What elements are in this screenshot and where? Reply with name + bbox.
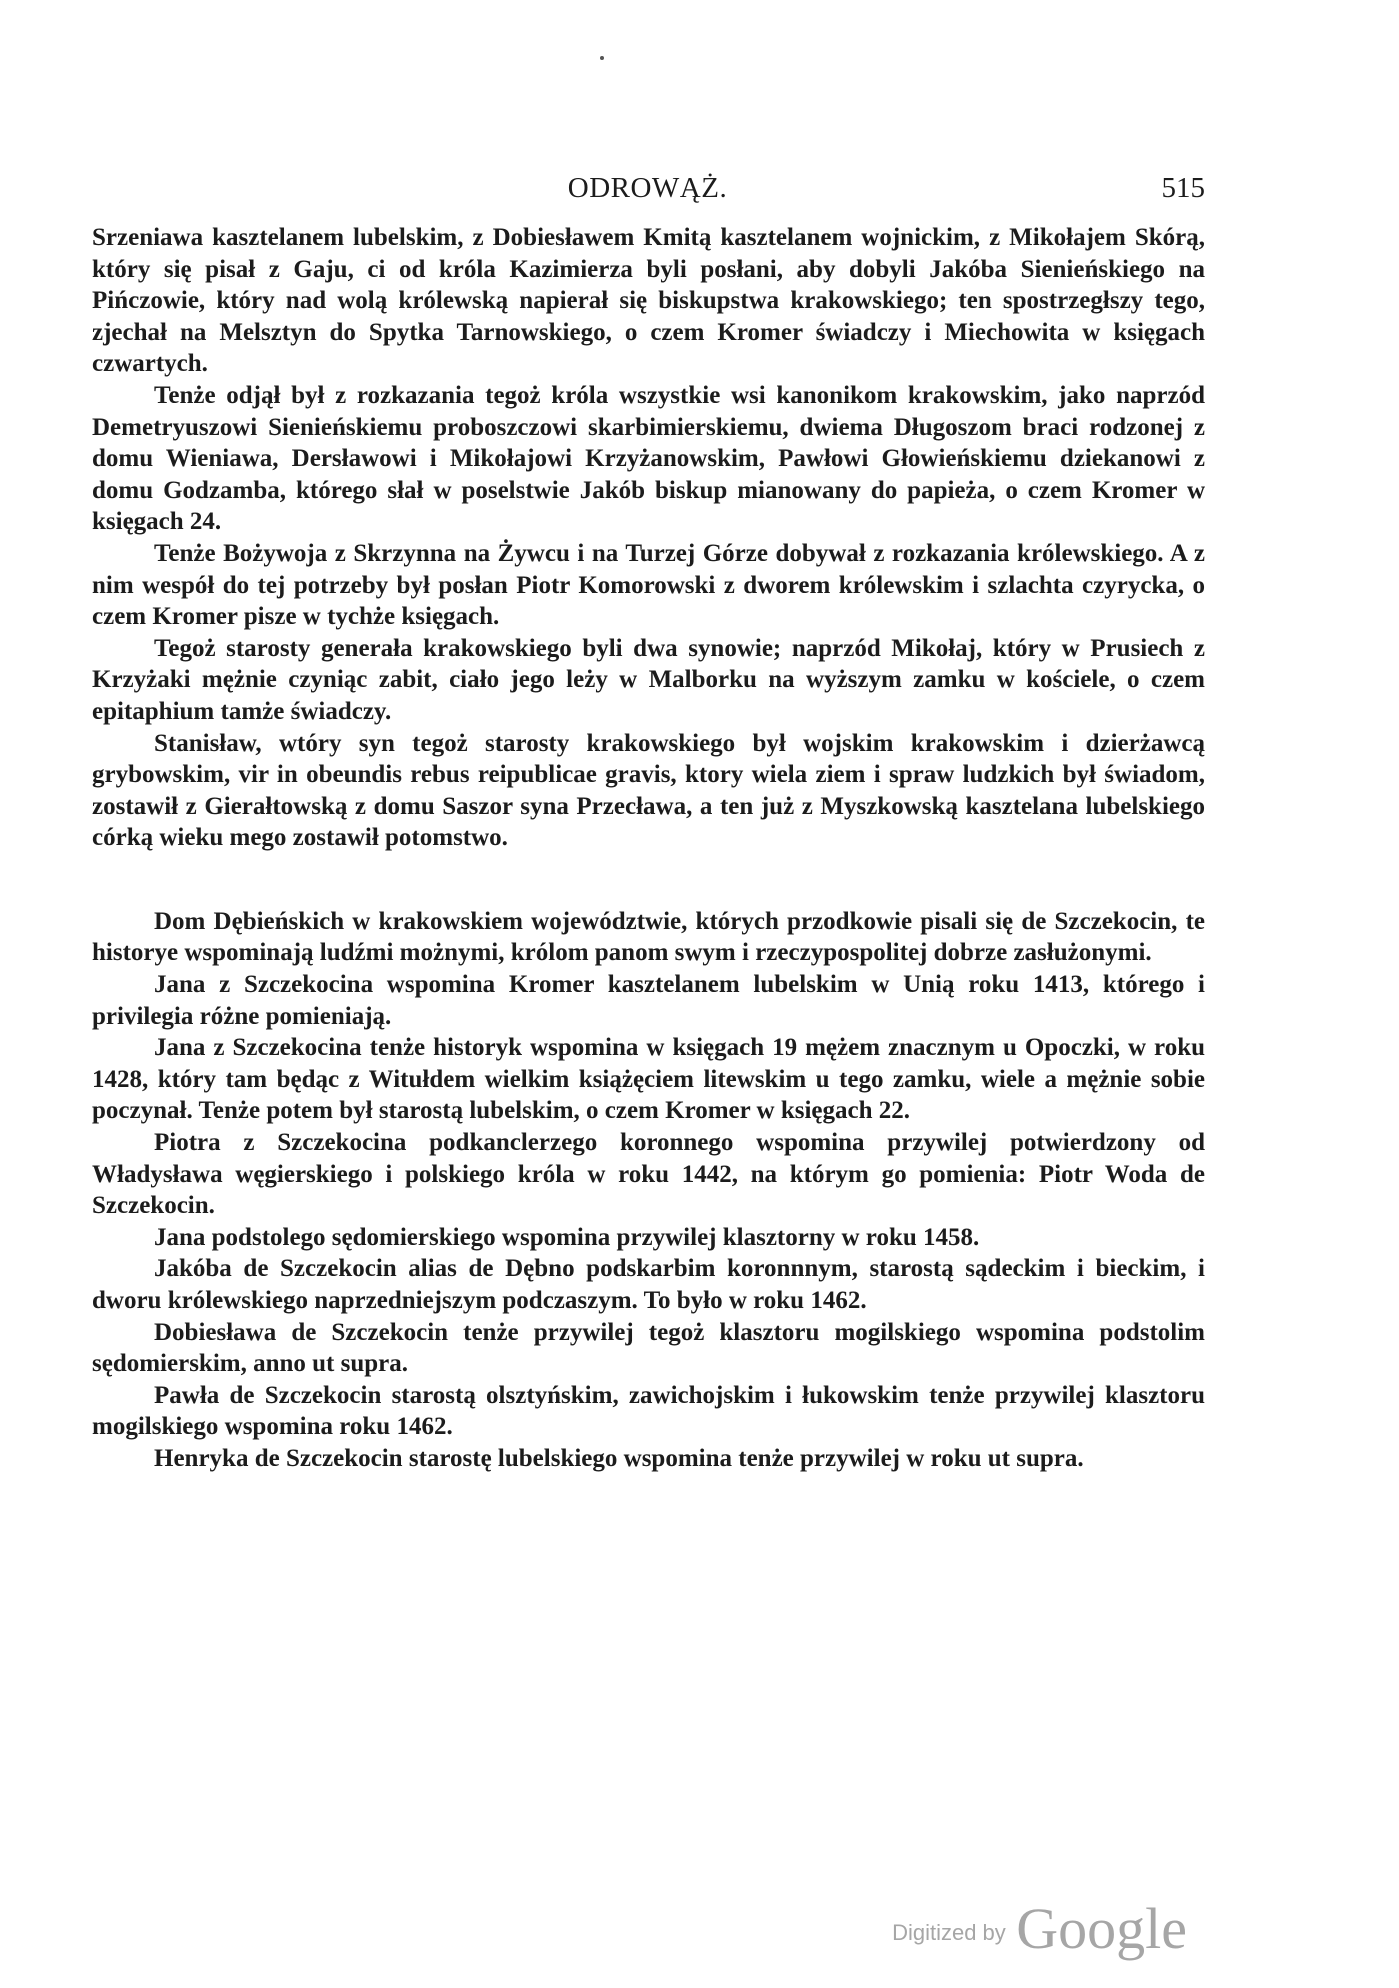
paragraph: Piotra z Szczekocina podkanclerzego koronnego wspomina przywilej potwierdzony od Władysława węgierskiego i polskiego króla w roku 1442, na którym go pomienia: Piotr Woda de Szczekocin. — [92, 1129, 1205, 1220]
paragraph: Dom Dębieńskich w krakowskiem województwie, których przodkowie pisali się de Szczekocin, te historye wspominają ludźmi możnymi, królom panom swym i rzeczypospolitej dobrze zasłużonymi. — [92, 907, 1205, 967]
paragraph: Dobiesława de Szczekocin tenże przywilej tegoż klasztoru mogilskiego wspomina podstolim sędomierskim, anno ut supra. — [92, 1318, 1205, 1378]
print-speck — [600, 56, 604, 60]
paragraph: Stanisław, wtóry syn tegoż starosty krakowskiego był wojskim krakowskim i dzierżawcą grybowskim, vir in obeundis rebus reipublicae gravis, ktory wiela ziem i spraw ludzkich był świadom, zostawił z Gierałtowską z domu Saszor syna Przecława, a ten już z Myszkowską kasztelana lubelskiego córką wieku mego zostawił potomstwo. — [92, 729, 1205, 852]
paragraph: Srzeniawa kasztelanem lubelskim, z Dobiesławem Kmitą kasztelanem wojnickim, z Mikołajem Skórą, który się pisał z Gaju, ci od króla Kazimierza byli posłani, aby dobyli Jakóba Sienieńskiego na Pińczowie, który nad wolą królewską napierał się biskupstwa krakowskiego; ten spostrzegłszy tego, zjechał na Melsztyn do Spytka Tarnowskiego, o czem Kromer świadczy i Miechowita w księgach czwartych. — [92, 224, 1205, 378]
paragraph: Jana z Szczekocina wspomina Kromer kasztelanem lubelskim w Unią roku 1413, którego i privilegia różne pomieniają. — [92, 971, 1205, 1030]
page-number: 515 — [1161, 172, 1205, 204]
section-debienscy — [92, 906, 1205, 1475]
paragraph: Tenże odjął był z rozkazania tegoż króla wszystkie wsi kanonikom krakowskim, jako naprzód Demetryuszowi Sienieńskiemu proboszczowi skarbimierskiemu, dwiema Długoszom braci rodzonej z domu Wieniawa, Dersławowi i Mikołajowi Krzyżanowskim, Pawłowi Głowieńskiemu dziekanowi z domu Godzamba, którego słał w poselstwie Jakób biskup mianowany do papieża, o czem Kromer w księgach 24. — [92, 381, 1205, 536]
paragraph: Henryka de Szczekocin starostę lubelskiego wspomina tenże przywilej w roku ut supra. — [154, 1444, 1084, 1472]
paragraph: Jana z Szczekocina tenże historyk wspomina w księgach 19 mężem znacznym u Opoczki, w roku 1428, który tam będąc z Witułdem wielkim książęciem litewskim u tego zamku, wiele a mężnie sobie poczynał. Tenże potem był starostą lubelskim, o czem Kromer w księgach 22. — [92, 1034, 1205, 1125]
section-odrowaz — [92, 222, 1205, 854]
paragraph: Pawła de Szczekocin starostą olsztyńskim, zawichojskim i łukowskim tenże przywilej klasztoru mogilskiego wspomina roku 1462. — [92, 1381, 1205, 1441]
paragraph: Jakóba de Szczekocin alias de Dębno podskarbim koronnnym, starostą sądeckim i bieckim, i dworu królewskiego naprzedniejszym podczaszym. To było w roku 1462. — [92, 1255, 1205, 1314]
running-title: ODROWĄŻ. — [567, 172, 728, 204]
digitization-watermark — [892, 1895, 1187, 1962]
google-logo: Google — [1016, 1896, 1187, 1961]
paragraph: Tegoż starosty generała krakowskiego byli dwa synowie; naprzód Mikołaj, który w Prusiech z Krzyżaki mężnie czyniąc zabit, ciało jego leży w Malborku na wyższym zamku w kościele, o czem epitaphium tamże świadczy. — [92, 634, 1205, 725]
paragraph: Tenże Bożywoja z Skrzynna na Żywcu i na Turzej Górze dobywał z rozkazania królewskiego. A z nim wespół do tej potrzeby był posłan Piotr Komorowski z dworem królewskim i szlachta czyrycka, o czem Kromer pisze w tychże księgach. — [92, 539, 1205, 631]
digitized-label: Digitized by — [892, 1920, 1006, 1945]
section-gap — [92, 854, 1205, 906]
running-header — [90, 172, 1205, 212]
paragraph: Jana podstolego sędomierskiego wspomina przywilej klasztorny w roku 1458. — [154, 1223, 980, 1251]
page-body — [92, 222, 1205, 1475]
